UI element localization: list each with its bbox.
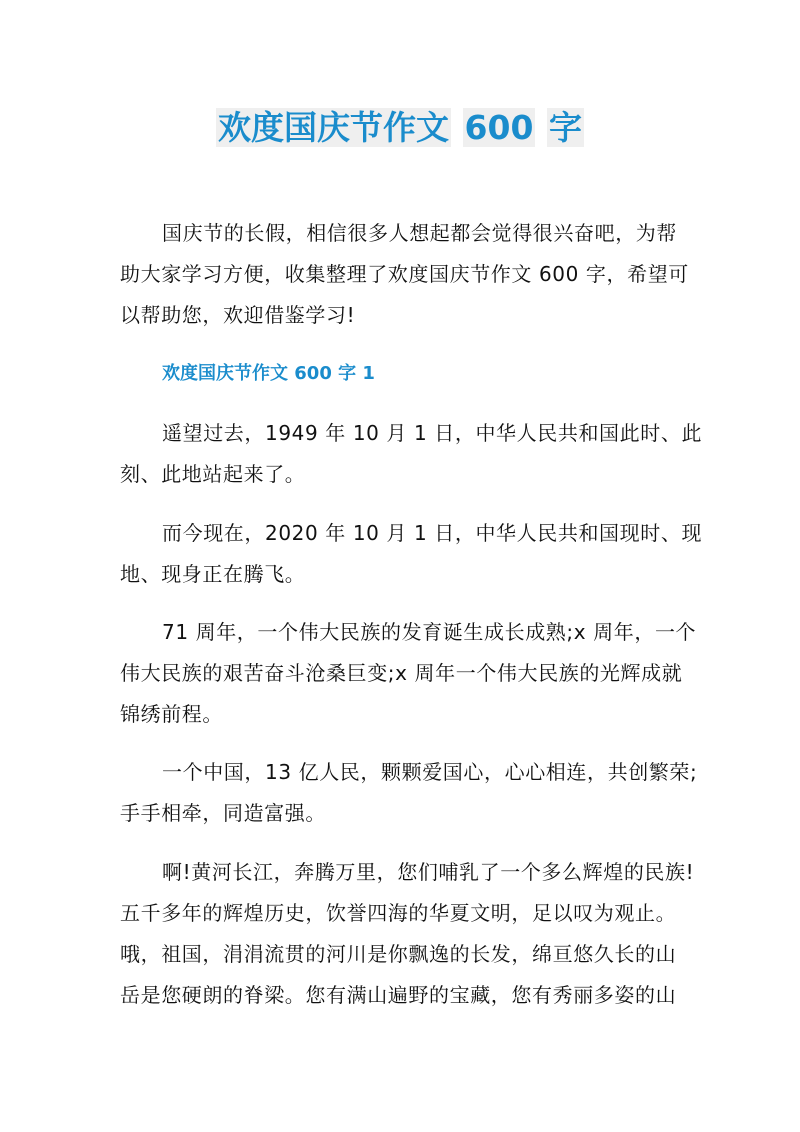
text-line: 助大家学习方便，收集整理了欢度国庆节作文 600 字，希望可 [120, 262, 689, 286]
text-line: 啊!黄河长江，奔腾万里，您们哺乳了一个多么辉煌的民族! [162, 860, 695, 884]
text-line: 刻、此地站起来了。 [120, 462, 306, 486]
text-line: 手手相牵，同造富强。 [120, 801, 326, 825]
text-line: 国庆节的长假，相信很多人想起都会觉得很兴奋吧，为帮 [162, 221, 677, 245]
section-heading: 欢度国庆节作文 600 字 1 [162, 363, 375, 384]
text-line: 地、现身正在腾飞。 [120, 562, 306, 586]
text-line: 伟大民族的艰苦奋斗沧桑巨变;x 周年一个伟大民族的光辉成就 [120, 661, 683, 685]
text-line: 而今现在，2020 年 10 月 1 日，中华人民共和国现时、现 [162, 521, 703, 545]
text-line: 岳是您硬朗的脊梁。您有满山遍野的宝藏，您有秀丽多姿的山 [120, 983, 677, 1007]
title-part: 600 [464, 108, 534, 147]
text-line: 遥望过去，1949 年 10 月 1 日，中华人民共和国此时、此 [162, 421, 703, 445]
text-line: 71 周年，一个伟大民族的发育诞生成长成熟;x 周年，一个 [162, 620, 697, 644]
text-line: 以帮助您，欢迎借鉴学习! [120, 303, 356, 327]
title-part: 欢度国庆节作文 [218, 108, 450, 147]
text-line: 五千多年的辉煌历史，饮誉四海的华夏文明，足以叹为观止。 [120, 901, 677, 925]
title-part: 字 [548, 108, 582, 147]
text-line: 锦绣前程。 [120, 702, 223, 726]
text-line: 一个中国，13 亿人民，颗颗爱国心，心心相连，共创繁荣; [162, 760, 698, 784]
document-title [0, 106, 800, 150]
text-line: 哦，祖国，涓涓流贯的河川是你飘逸的长发，绵亘悠久长的山 [120, 942, 677, 966]
